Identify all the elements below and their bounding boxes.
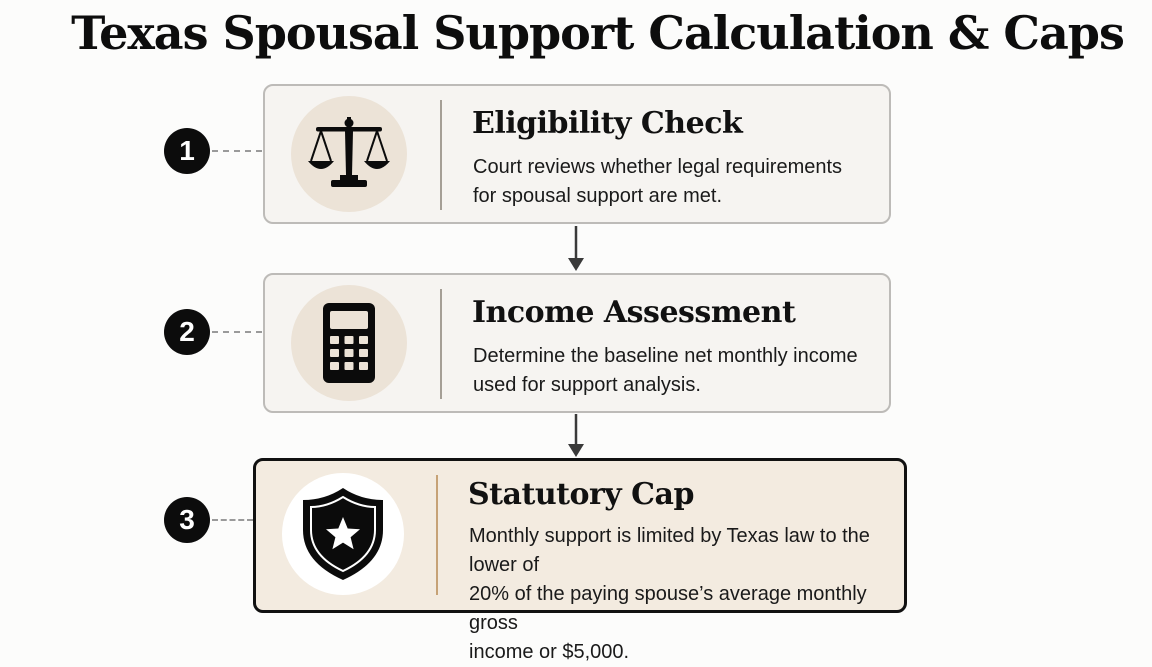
flow-arrow-1-to-2 <box>566 226 586 274</box>
step-2-icon-circle <box>291 285 407 401</box>
step-3-title: Statutory Cap <box>468 477 694 512</box>
step-3-description <box>469 522 904 667</box>
step-2-connector <box>212 331 262 333</box>
calculator-icon <box>304 298 394 388</box>
step-3-badge: 3 <box>164 497 210 543</box>
step-1-title: Eligibility Check <box>472 106 743 141</box>
step-2-title: Income Assessment <box>472 295 796 330</box>
step-3-description-line: income or $5,000. <box>469 641 630 663</box>
step-2-description <box>473 342 858 400</box>
step-1-description-line: for spousal support are met. <box>473 185 723 207</box>
step-3-divider <box>436 475 438 595</box>
step-2-description-line: Determine the baseline net monthly income <box>473 345 858 367</box>
step-1-connector <box>212 150 262 152</box>
step-1-icon-circle <box>291 96 407 212</box>
step-2-card <box>263 273 891 413</box>
step-3-card <box>253 458 907 663</box>
step-2-description-line: used for support analysis. <box>473 374 701 396</box>
step-2-badge: 2 <box>164 309 210 355</box>
step-1-card <box>263 84 891 224</box>
step-1-badge: 1 <box>164 128 210 174</box>
page-title: Texas Spousal Support Calculation & Caps <box>71 6 1124 60</box>
step-1-divider <box>440 100 442 210</box>
step-3-icon-circle <box>282 473 404 595</box>
step-2-divider <box>440 289 442 399</box>
step-3-description-line: 20% of the paying spouse’s average monthly gross <box>469 583 867 634</box>
step-1-description <box>473 153 842 211</box>
shield-star-icon <box>297 484 389 584</box>
flow-arrow-2-to-3 <box>566 414 586 460</box>
step-3-description-line: Monthly support is limited by Texas law to the lower of <box>469 525 870 576</box>
scales-of-justice-icon <box>304 109 394 199</box>
step-3-connector <box>212 519 253 521</box>
step-1-description-line: Court reviews whether legal requirements <box>473 156 843 178</box>
